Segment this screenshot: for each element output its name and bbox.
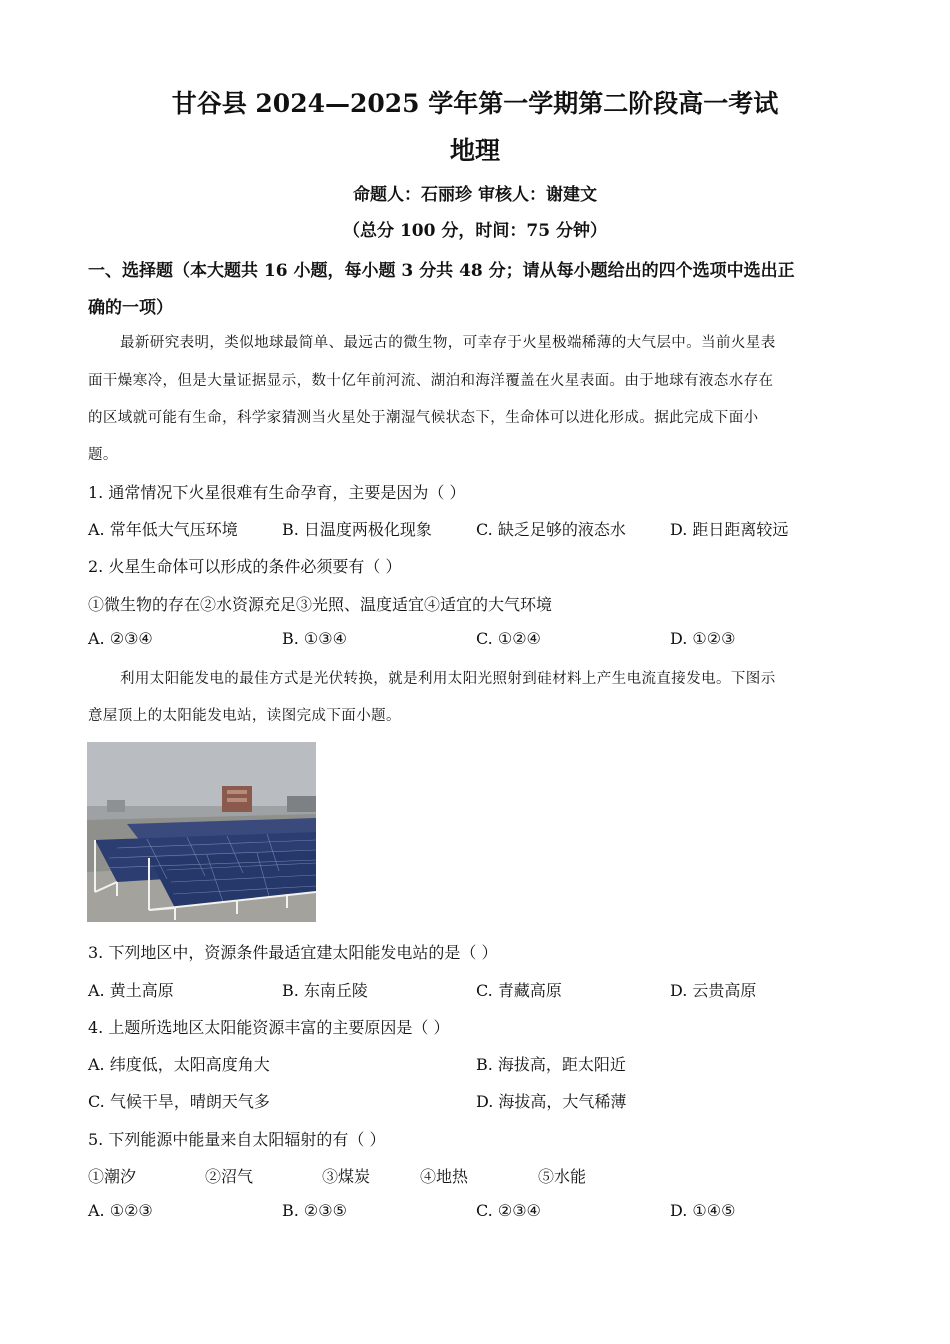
question-5-option-a: A. ①②③ <box>88 1201 153 1220</box>
question-5-option-c: C. ②③④ <box>476 1201 541 1220</box>
question-3-stem: 3. 下列地区中，资源条件最适宜建太阳能发电站的是（ ） <box>88 943 498 962</box>
question-4-option-d: D. 海拔高，大气稀薄 <box>476 1092 627 1111</box>
question-5-stem: 5. 下列能源中能量来自太阳辐射的有（ ） <box>88 1130 386 1149</box>
question-5-option-d: D. ①④⑤ <box>670 1201 736 1220</box>
question-4-option-a: A. 纬度低，太阳高度角大 <box>88 1055 270 1074</box>
question-4-option-c: C. 气候干旱，晴朗天气多 <box>88 1092 270 1111</box>
passage1-line: 面干燥寒冷，但是大量证据显示，数十亿年前河流、湖泊和海洋覆盖在火星表面。由于地球有液态水存在 <box>88 373 774 389</box>
question-1-option-c: C. 缺乏足够的液态水 <box>476 520 626 539</box>
exam-title: 甘谷县 2024—2025 学年第一学期第二阶段高一考试 <box>171 89 779 118</box>
passage1-line: 题。 <box>88 447 118 463</box>
question-1-option-a: A. 常年低大气压环境 <box>88 520 238 539</box>
question-2-option-b: B. ①③④ <box>282 629 347 648</box>
question-3-option-b: B. 东南丘陵 <box>282 981 368 1000</box>
question-5-statement: ①潮汐 <box>88 1167 137 1186</box>
question-4-stem: 4. 上题所选地区太阳能资源丰富的主要原因是（ ） <box>88 1018 450 1037</box>
question-2-stem: 2. 火星生命体可以形成的条件必须要有（ ） <box>88 557 402 576</box>
question-1-option-b: B. 日温度两极化现象 <box>282 520 432 539</box>
passage2-line: 意屋顶上的太阳能发电站，读图完成下面小题。 <box>88 708 401 724</box>
question-5-statement: ④地热 <box>420 1167 469 1186</box>
question-3-option-c: C. 青藏高原 <box>476 981 562 1000</box>
passage1-line: 的区域就可能有生命，科学家猜测当火星处于潮湿气候状态下，生命体可以进化形成。据此完成下面小 <box>88 410 759 426</box>
subject-title: 地理 <box>449 136 500 165</box>
question-5-statement: ②沼气 <box>205 1167 254 1186</box>
question-2-option-a: A. ②③④ <box>88 629 153 648</box>
question-3-option-a: A. 黄土高原 <box>88 981 174 1000</box>
question-1-option-d: D. 距日距离较远 <box>670 520 789 539</box>
author-line: 命题人：石丽珍 审核人：谢建文 <box>353 185 597 205</box>
question-2-option-c: C. ①②④ <box>476 629 541 648</box>
question-2-option-d: D. ①②③ <box>670 629 736 648</box>
question-5-statement: ⑤水能 <box>538 1167 587 1186</box>
question-1-stem: 1. 通常情况下火星很难有生命孕育，主要是因为（ ） <box>88 483 466 502</box>
question-5-option-b: B. ②③⑤ <box>282 1201 347 1220</box>
solar-panel-photo <box>87 742 316 922</box>
question-4-option-b: B. 海拔高，距太阳近 <box>476 1055 626 1074</box>
section-heading-line1: 一、选择题（本大题共 16 小题，每小题 3 分共 48 分；请从每小题给出的四个选项中选出正 <box>88 261 795 281</box>
question-5-statement: ③煤炭 <box>322 1167 371 1186</box>
question-2-statements: ①微生物的存在②水资源充足③光照、温度适宜④适宜的大气环境 <box>88 595 553 614</box>
question-3-option-d: D. 云贵高原 <box>670 981 757 1000</box>
exam-info: （总分 100 分，时间：75 分钟） <box>343 221 607 241</box>
section-heading-line2: 确的一项） <box>88 298 173 318</box>
passage1-line: 最新研究表明，类似地球最简单、最远古的微生物，可幸存于火星极端稀薄的大气层中。当前火星表 <box>120 335 776 351</box>
passage2-line: 利用太阳能发电的最佳方式是光伏转换，就是利用太阳光照射到硅材料上产生电流直接发电。下图示 <box>120 671 776 687</box>
